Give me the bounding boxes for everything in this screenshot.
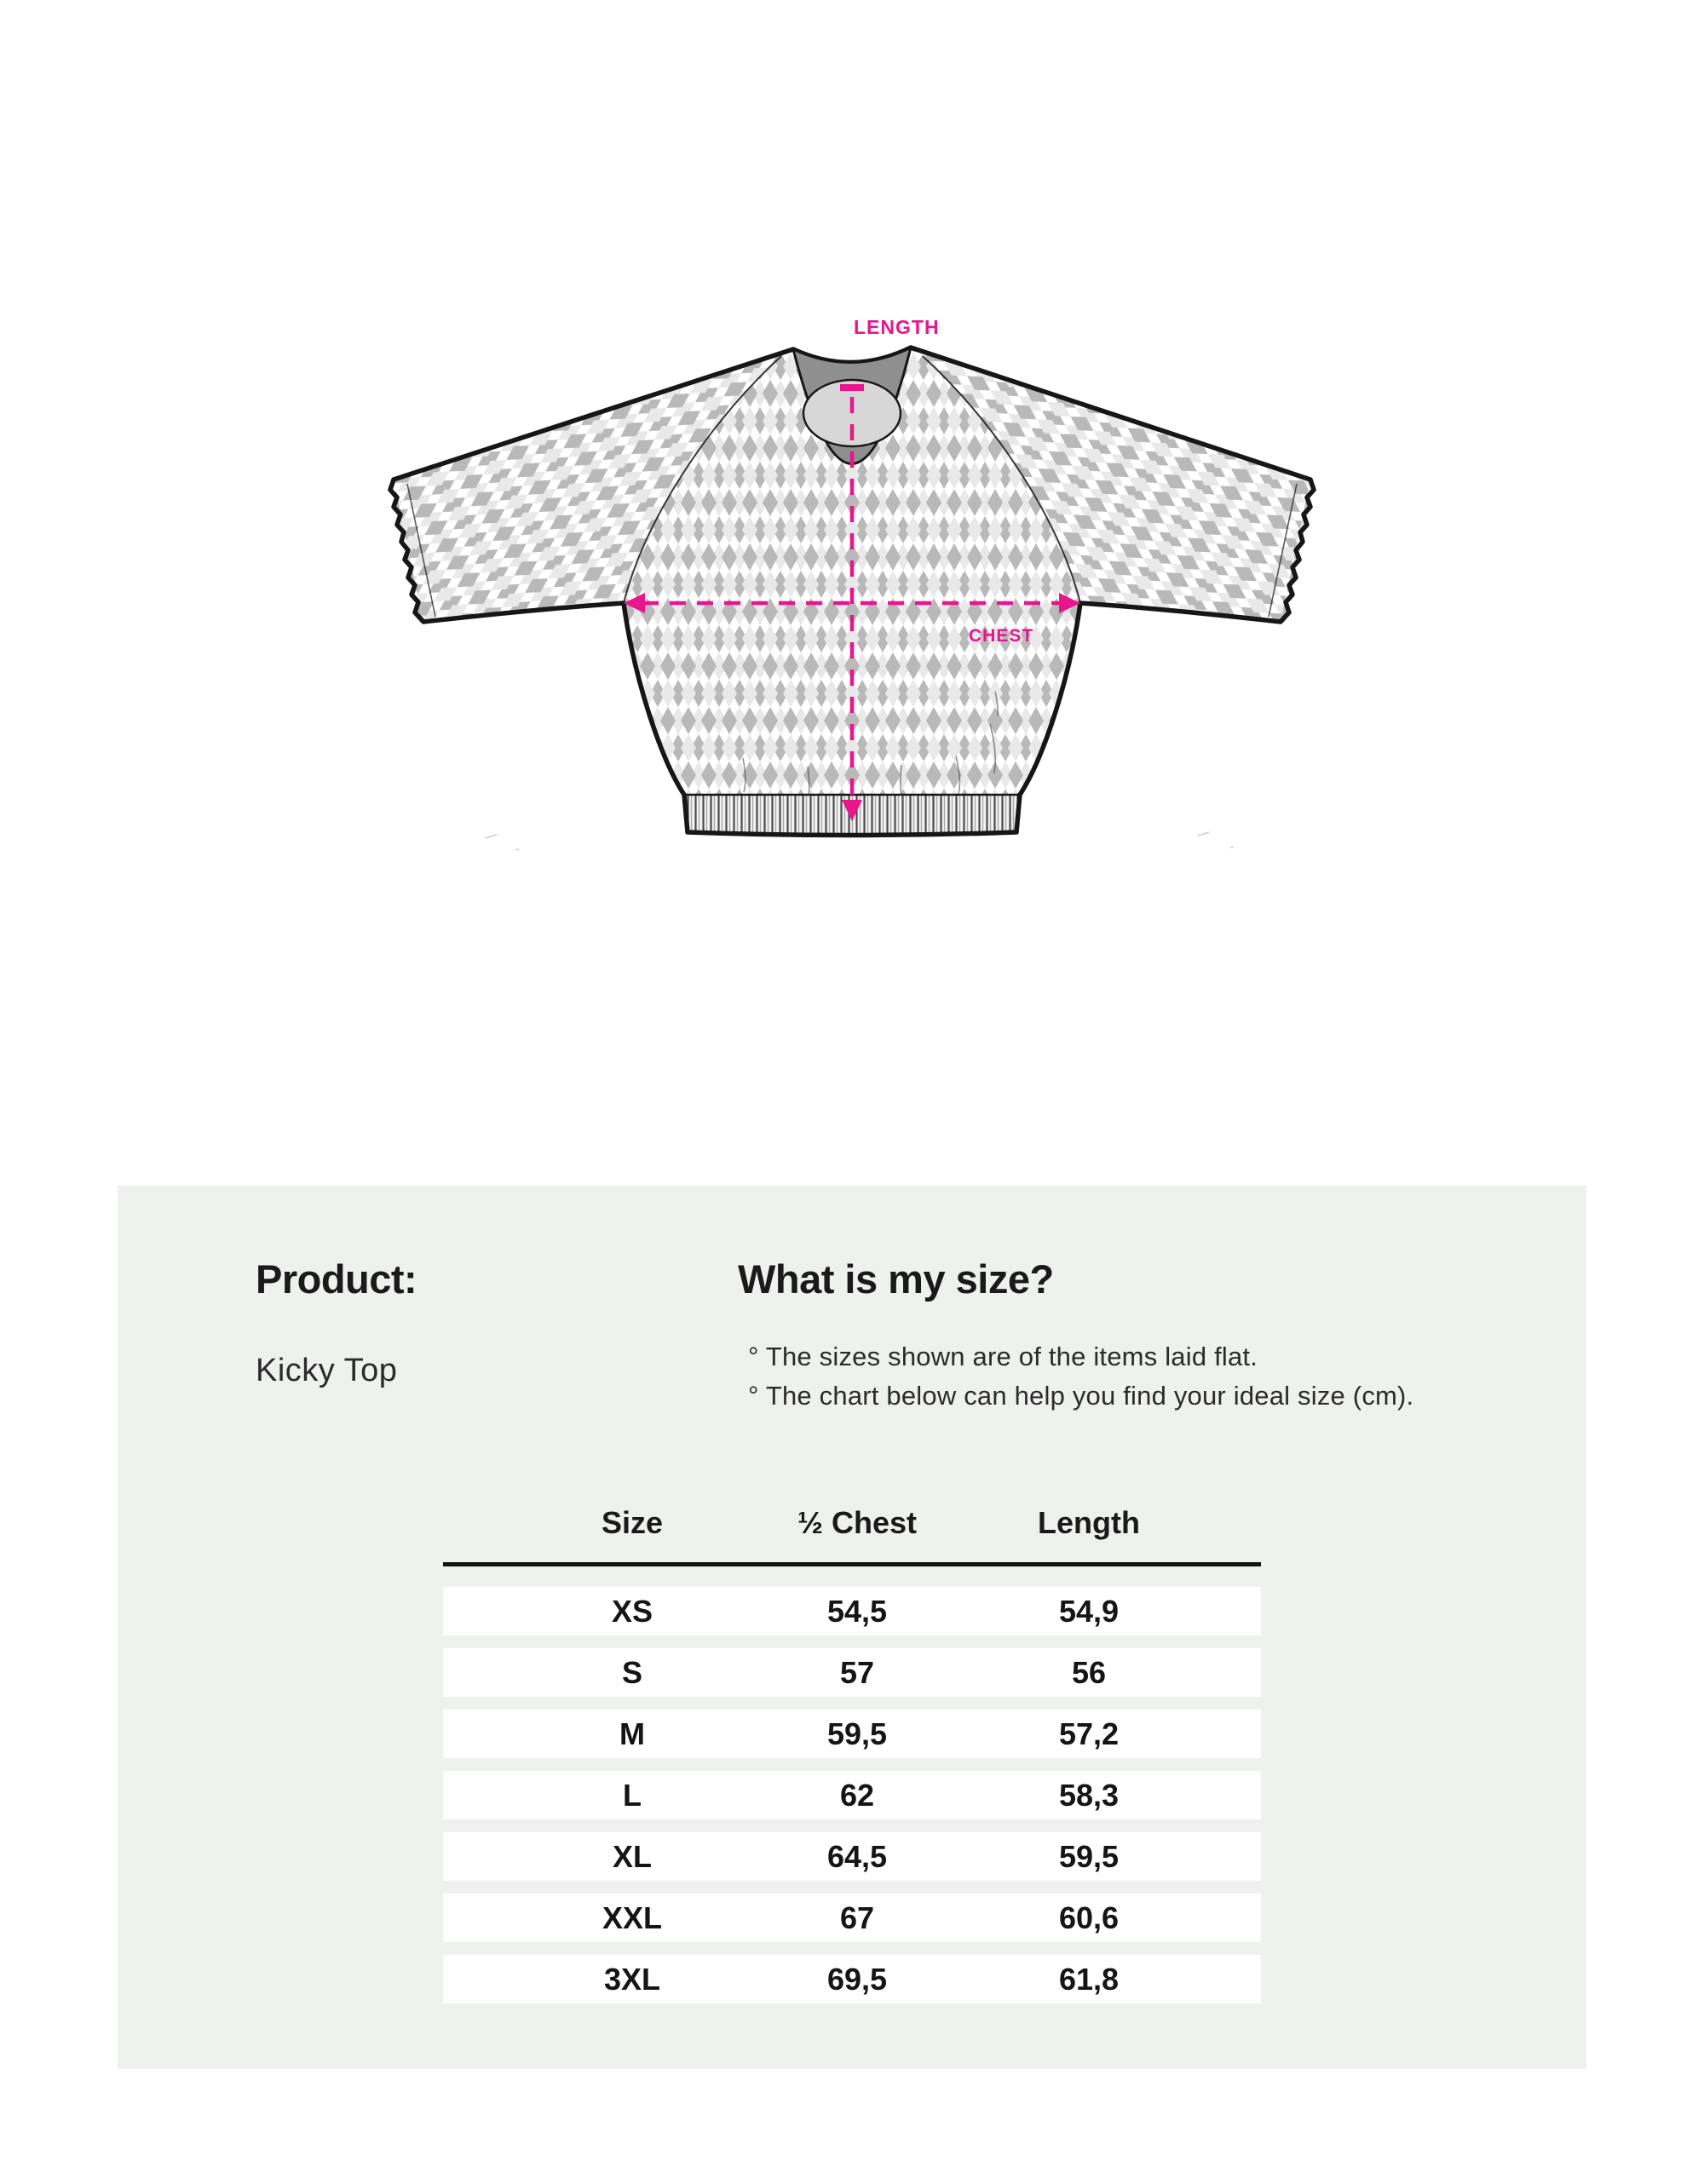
length-cell: 60,6: [1058, 1900, 1120, 1935]
length-cell: 54,9: [1058, 1594, 1120, 1629]
chest-cell: 62: [839, 1778, 875, 1813]
size-cell: 3XL: [603, 1962, 661, 1997]
size-cell: XL: [612, 1839, 653, 1874]
table-row: [443, 1710, 1261, 1758]
chest-cell: 64,5: [826, 1839, 888, 1874]
size-info-panel: [118, 1186, 1586, 2069]
note-line: ° The chart below can help you find your ideal size (cm).: [748, 1381, 1414, 1411]
product-heading: Product:: [256, 1256, 417, 1302]
length-cell: 61,8: [1058, 1962, 1120, 1997]
chest-cell: 57: [839, 1655, 875, 1690]
chest-cell: 67: [839, 1900, 875, 1935]
length-cell: 56: [1071, 1655, 1107, 1690]
table-header-rule: [443, 1562, 1261, 1566]
note-line: ° The sizes shown are of the items laid flat.: [748, 1342, 1258, 1371]
size-notes: [748, 1337, 1413, 1416]
table-row: [443, 1771, 1261, 1819]
chest-label: CHEST: [969, 626, 1034, 646]
length-label: LENGTH: [854, 316, 940, 338]
size-cell: M: [619, 1716, 645, 1751]
length-cell: 58,3: [1058, 1778, 1120, 1813]
table-row: [443, 1648, 1261, 1697]
size-cell: XXL: [602, 1900, 663, 1935]
size-heading: What is my size?: [738, 1256, 1054, 1302]
table-row: [443, 1894, 1261, 1942]
size-cell: XS: [611, 1594, 653, 1629]
column-header-size: Size: [601, 1505, 664, 1540]
chest-cell: 69,5: [826, 1962, 888, 1997]
size-table-header: [443, 1499, 1261, 1547]
length-cell: 59,5: [1058, 1839, 1120, 1874]
size-cell: S: [621, 1655, 643, 1690]
size-table-rows: [443, 1587, 1261, 2003]
chest-cell: 59,5: [826, 1716, 888, 1751]
garment-sketch: [341, 298, 1406, 894]
table-row: [443, 1832, 1261, 1881]
table-row: [443, 1955, 1261, 2003]
size-table: [443, 1499, 1261, 2016]
column-header-half-chest: ½ Chest: [797, 1505, 918, 1540]
length-cell: 57,2: [1058, 1716, 1120, 1751]
column-header-length: Length: [1038, 1505, 1140, 1540]
product-name: Kicky Top: [256, 1353, 398, 1388]
size-cell: L: [623, 1778, 642, 1813]
chest-cell: 54,5: [826, 1594, 888, 1629]
table-row: [443, 1587, 1261, 1635]
